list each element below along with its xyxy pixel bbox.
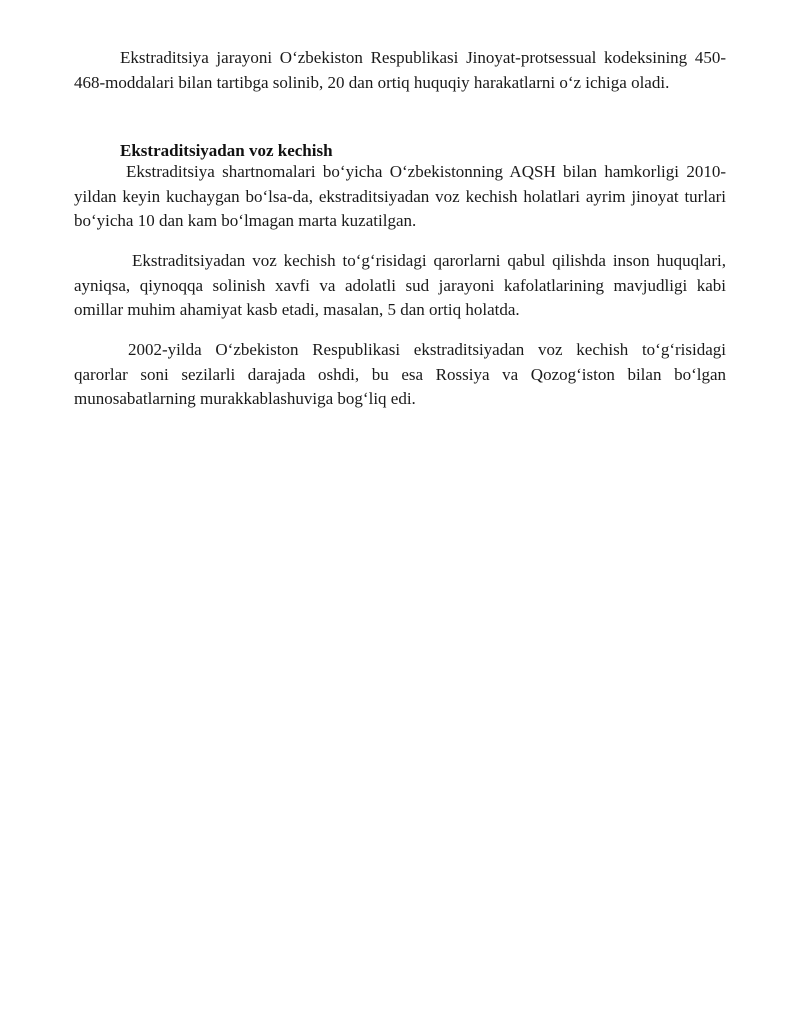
section-heading: Ekstraditsiyadan voz kechish bbox=[120, 141, 333, 160]
paragraph-1: Ekstraditsiya jarayoni O‘zbekiston Respublikasi Jinoyat-protsessual kodeksining 450-468-moddalari bilan tartibga solinib, 20 dan ortiq huquqiy harakatlarni o‘z ichiga oladi. bbox=[74, 48, 726, 92]
paragraph-3: Ekstraditsiyadan voz kechish to‘g‘risidagi qarorlarni qabul qilishda inson huquqlari, ayniqsa, qiynoqqa solinish xavfi va adolatli sud jarayoni kafolatlarining mavjudligi kabi omillar muhim ahamiyat kasb etadi, masalan, 5 dan ortiq holatda. bbox=[74, 251, 726, 319]
paragraph-4: 2002-yilda O‘zbekiston Respublikasi ekstraditsiyadan voz kechish to‘g‘risidagi qarorlar soni sezilarli darajada oshdi, bu esa Rossiya va Qozog‘iston bilan bo‘lgan munosabatlarning murakkablashuviga bog‘liq edi. bbox=[74, 340, 726, 408]
paragraph-2: Ekstraditsiya shartnomalari bo‘yicha O‘zbekistonning AQSH bilan hamkorligi 2010-yildan keyin kuchaygan bo‘lsa-da, ekstraditsiyadan voz kechish holatlari ayrim jinoyat turlari bo‘yicha 10 dan kam bo‘lmagan marta kuzatilgan. bbox=[74, 162, 726, 230]
